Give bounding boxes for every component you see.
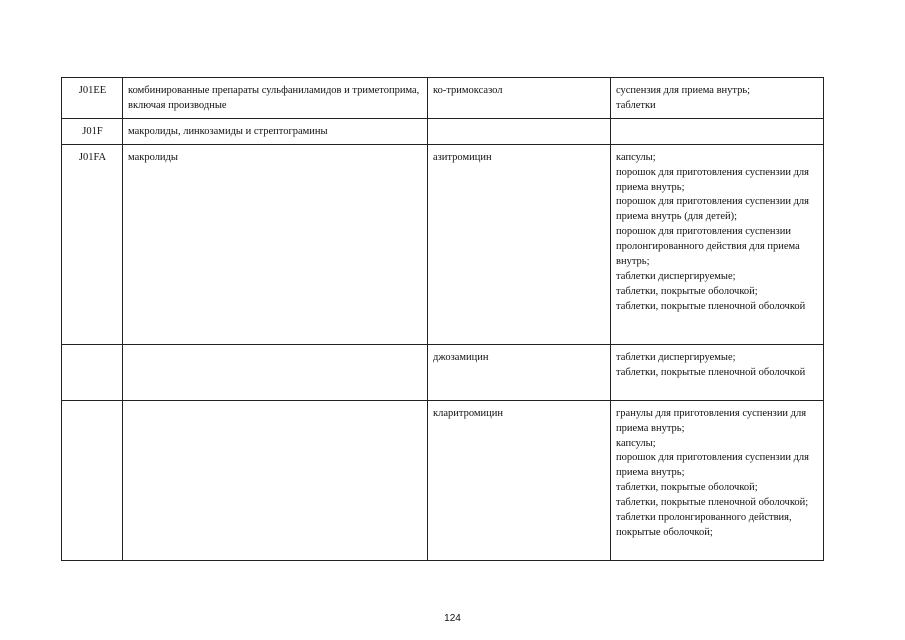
group-name-cell: комбинированные препараты сульфаниламидов и триметоприма, включая производные xyxy=(123,78,428,119)
dosage-forms-cell xyxy=(611,344,824,400)
dosage-form-line: порошок для приготовления суспензии для приема внутрь (для детей); xyxy=(616,196,809,223)
group-name-cell xyxy=(123,400,428,560)
dosage-form-line: порошок для приготовления суспензии для приема внутрь; xyxy=(616,166,809,193)
atc-code-cell: J01FA xyxy=(62,144,123,344)
group-name-cell: макролиды, линкозамиды и стрептограмины xyxy=(123,118,428,144)
dosage-form-line: капсулы; xyxy=(616,437,656,449)
drug-name-cell: джозамицин xyxy=(428,344,611,400)
dosage-form-line: таблетки диспергируемые; xyxy=(616,351,736,363)
group-name-cell: макролиды xyxy=(123,144,428,344)
dosage-forms-cell xyxy=(611,118,824,144)
atc-code-cell xyxy=(62,344,123,400)
drug-name-cell: ко-тримоксазол xyxy=(428,78,611,119)
atc-code-cell: J01F xyxy=(62,118,123,144)
dosage-form-line: таблетки, покрытые оболочкой; xyxy=(616,482,758,494)
table-row xyxy=(62,400,824,560)
group-name-cell xyxy=(123,344,428,400)
dosage-form-line: таблетки, покрытые пленочной оболочкой xyxy=(616,300,806,312)
atc-code-cell: J01EE xyxy=(62,78,123,119)
table-row xyxy=(62,78,824,119)
dosage-form-line: порошок для приготовления суспензии пролонгированного действия для приема внутрь; xyxy=(616,226,800,268)
dosage-form-line: таблетки, покрытые оболочкой; xyxy=(616,285,758,297)
table-row xyxy=(62,144,824,344)
dosage-forms-cell xyxy=(611,144,824,344)
drug-name-cell: кларитромицин xyxy=(428,400,611,560)
page-number: 124 xyxy=(444,613,461,624)
table-row xyxy=(62,344,824,400)
table-row xyxy=(62,118,824,144)
drug-table xyxy=(61,77,824,561)
dosage-form-line: порошок для приготовления суспензии для приема внутрь; xyxy=(616,452,809,479)
dosage-form-line: гранулы для приготовления суспензии для приема внутрь; xyxy=(616,407,807,434)
dosage-form-line: капсулы; xyxy=(616,151,656,163)
dosage-form-line: таблетки, покрытые пленочной оболочкой xyxy=(616,366,806,378)
dosage-form-line: таблетки xyxy=(616,99,656,111)
drug-name-cell: азитромицин xyxy=(428,144,611,344)
dosage-forms-cell xyxy=(611,78,824,119)
drug-name-cell xyxy=(428,118,611,144)
dosage-form-line: таблетки пролонгированного действия, покрытые оболочкой; xyxy=(616,512,792,538)
dosage-forms-cell xyxy=(611,400,824,560)
dosage-form-line: суспензия для приема внутрь; xyxy=(616,85,751,96)
dosage-form-line: таблетки диспергируемые; xyxy=(616,270,736,282)
dosage-form-line: таблетки, покрытые пленочной оболочкой; xyxy=(616,497,809,509)
atc-code-cell xyxy=(62,400,123,560)
